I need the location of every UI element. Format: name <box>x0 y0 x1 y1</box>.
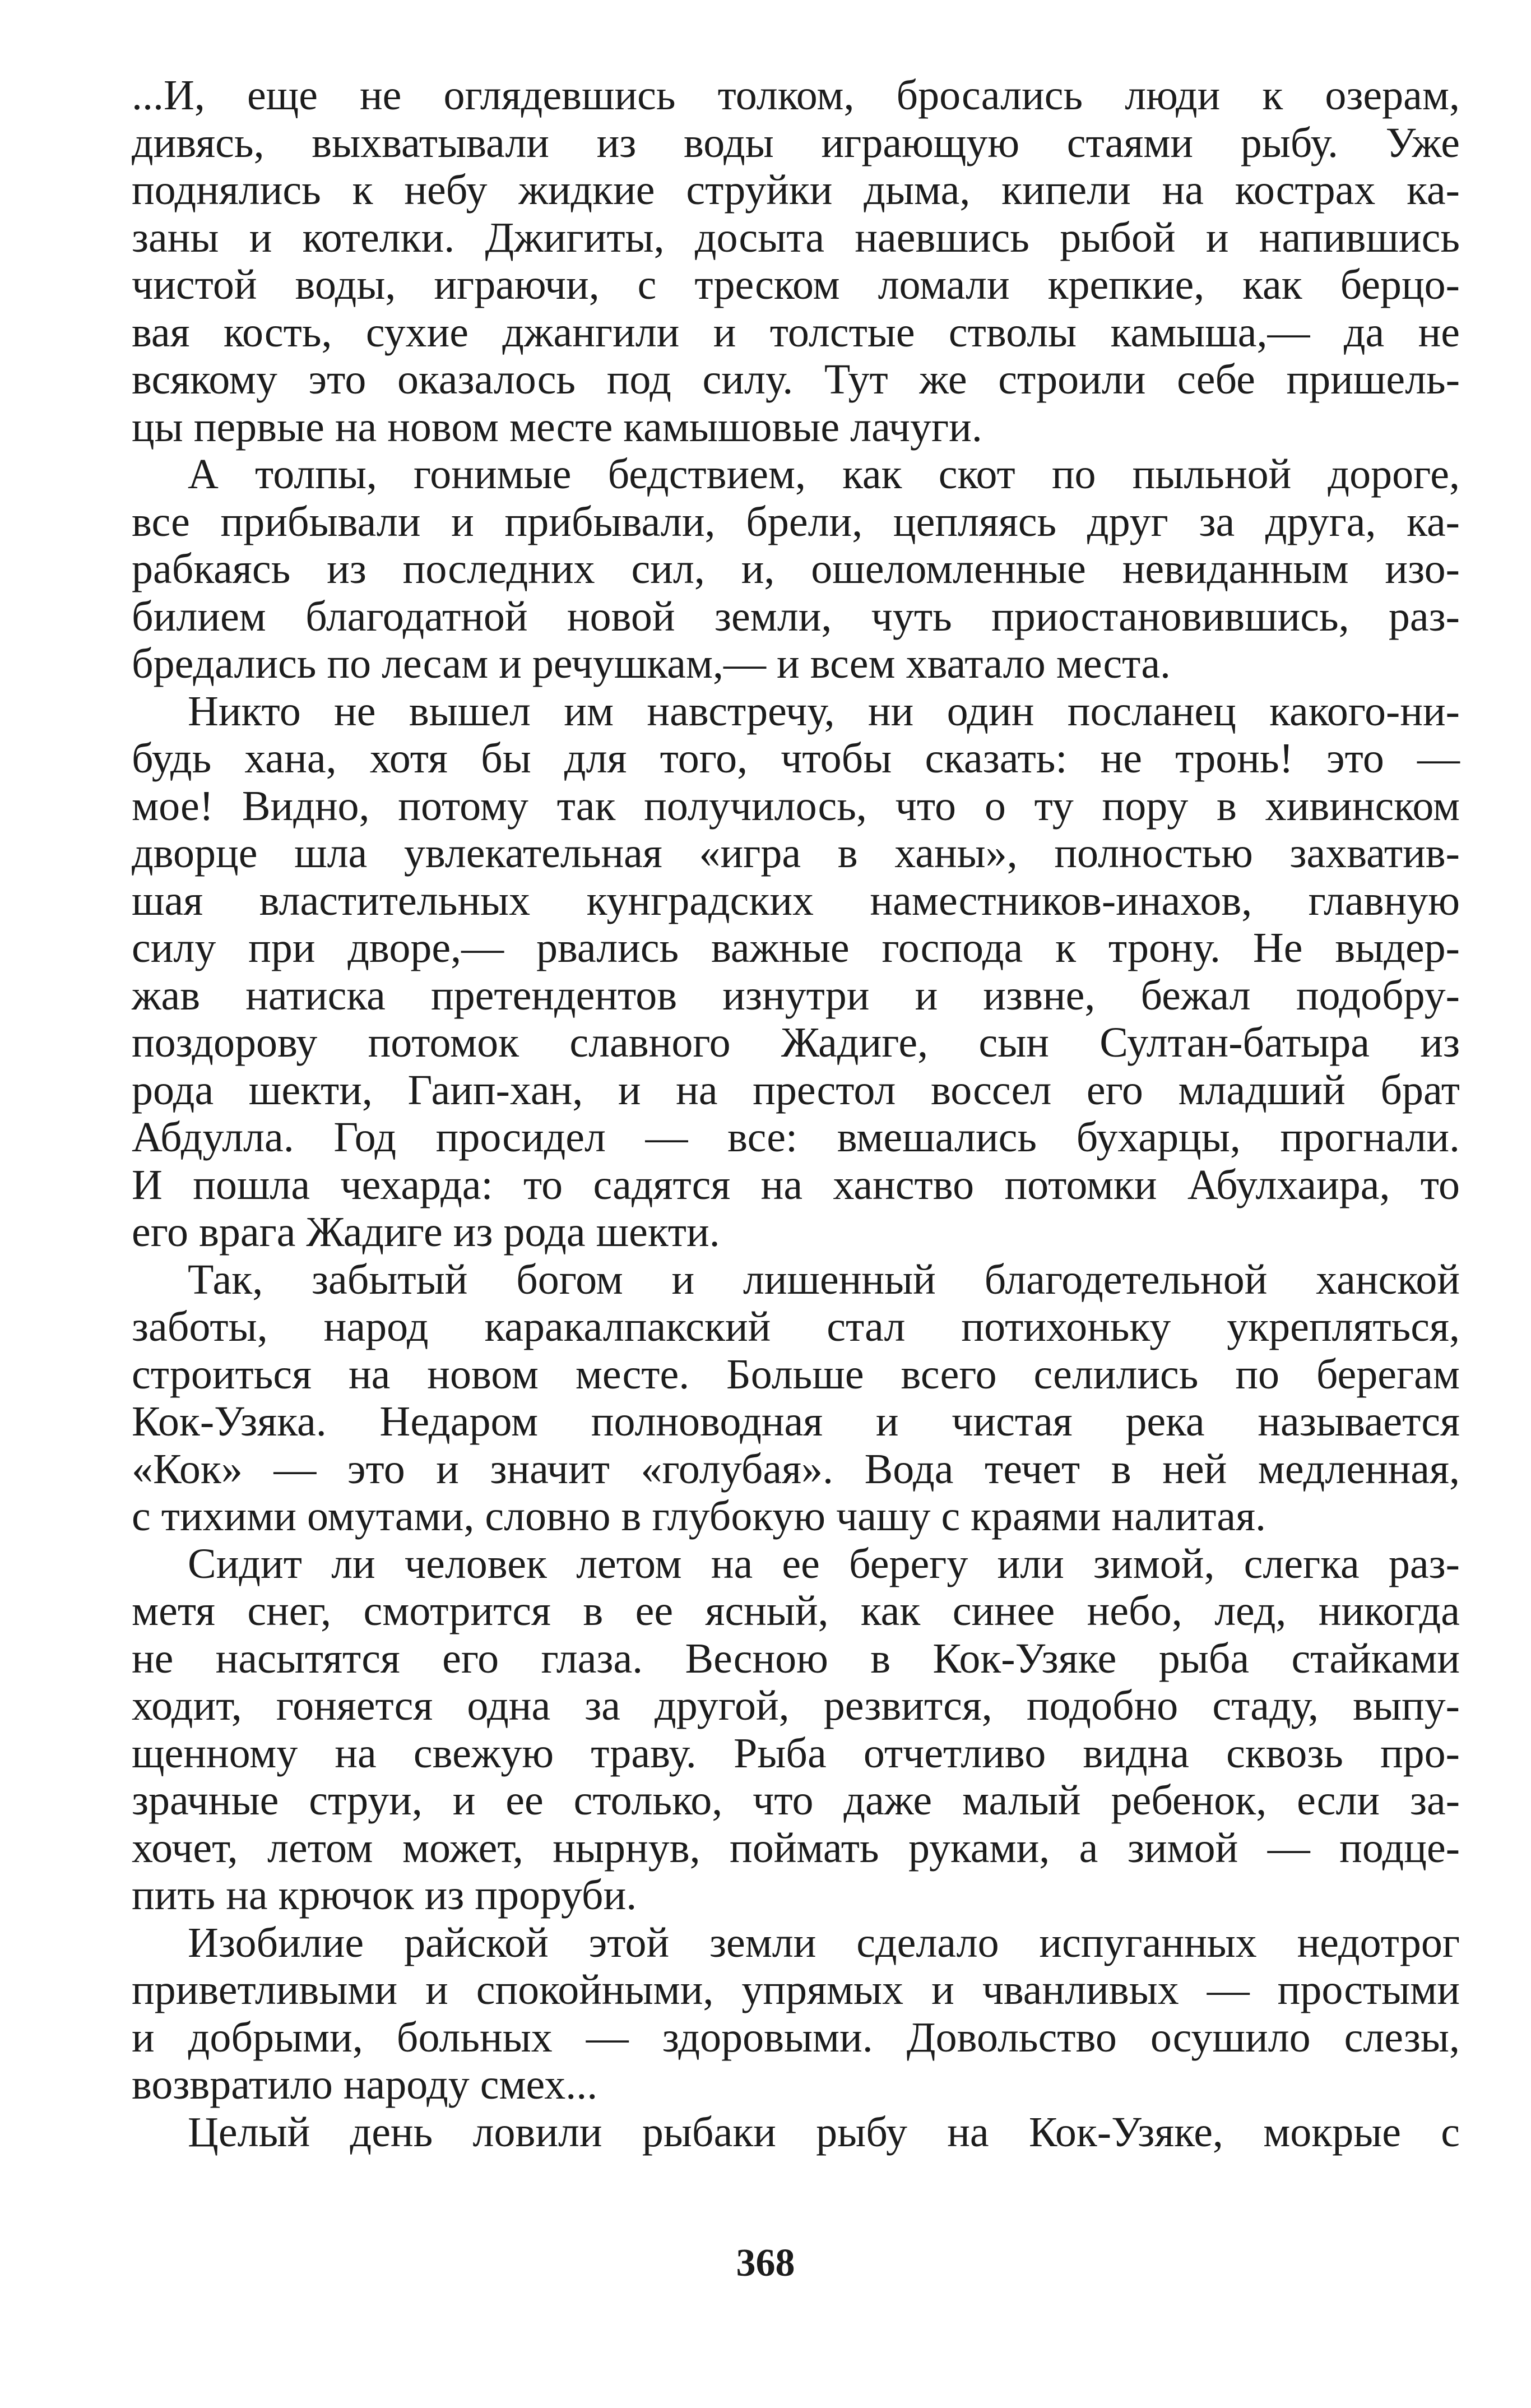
text-line: поднялись к небу жидкие струйки дыма, кипели на кострах ка- <box>132 166 1460 214</box>
text-line: «Кок» — это и значит «голубая». Вода течет в ней медленная, <box>132 1445 1460 1493</box>
text-line: Так, забытый богом и лишенный благодетельной ханской <box>188 1256 1460 1303</box>
text-line: ...И, еще не оглядевшись толком, бросались люди к озерам, <box>132 72 1460 119</box>
text-line: Сидит ли человек летом на ее берегу или зимой, слегка раз- <box>188 1540 1460 1587</box>
text-line: щенному на свежую траву. Рыба отчетливо видна сквозь про- <box>132 1729 1460 1777</box>
text-line: приветливыми и спокойными, упрямых и чванливых — простыми <box>132 1966 1460 2013</box>
text-line: и добрыми, больных — здоровыми. Довольство осушило слезы, <box>132 2013 1460 2061</box>
text-line: билием благодатной новой земли, чуть приостановившись, раз- <box>132 592 1460 640</box>
text-line: И пошла чехарда: то садятся на ханство потомки Абулхаира, то <box>132 1161 1460 1208</box>
text-line: дворце шла увлекательная «игра в ханы», полностью захватив- <box>132 830 1460 877</box>
text-line: Абдулла. Год просидел — все: вмешались бухарцы, прогнали. <box>132 1114 1460 1161</box>
text-line: всякому это оказалось под силу. Тут же строили себе пришель- <box>132 356 1460 403</box>
text-line: Целый день ловили рыбаки рыбу на Кок-Узяке, мокрые с <box>188 2108 1460 2156</box>
text-line: бредались по лесам и речушкам,— и всем хватало места. <box>132 640 1171 687</box>
text-line: будь хана, хотя бы для того, чтобы сказать: не тронь! это — <box>132 735 1460 782</box>
text-line: заботы, народ каракалпакский стал потихоньку укрепляться, <box>132 1303 1460 1350</box>
text-line: хочет, летом может, нырнув, поймать руками, а зимой — подце- <box>132 1824 1460 1872</box>
text-line: с тихими омутами, словно в глубокую чашу с краями налитая. <box>132 1493 1266 1540</box>
text-line: метя снег, смотрится в ее ясный, как синее небо, лед, никогда <box>132 1587 1460 1634</box>
text-line: заны и котелки. Джигиты, досыта наевшись рыбой и напившись <box>132 214 1460 261</box>
text-line: жав натиска претендентов изнутри и извне, бежал подобру- <box>132 971 1460 1019</box>
text-line: ходит, гоняется одна за другой, резвится, подобно стаду, выпу- <box>132 1682 1460 1729</box>
text-line: поздорову потомок славного Жадиге, сын Султан-батыра из <box>132 1019 1460 1066</box>
text-line: Кок-Узяка. Недаром полноводная и чистая река называется <box>132 1398 1460 1445</box>
text-line: цы первые на новом месте камышовые лачуги. <box>132 403 982 451</box>
page-number: 368 <box>736 2242 795 2285</box>
text-line: силу при дворе,— рвались важные господа к трону. Не выдер- <box>132 924 1460 971</box>
text-line: возвратило народу смех... <box>132 2061 598 2108</box>
text-line: все прибывали и прибывали, брели, цепляясь друг за друга, ка- <box>132 498 1460 545</box>
text-line: А толпы, гонимые бедствием, как скот по пыльной дороге, <box>188 451 1460 498</box>
text-line: Изобилие райской этой земли сделало испуганных недотрог <box>188 1919 1460 1966</box>
text-line: рабкаясь из последних сил, и, ошеломленные невиданным изо- <box>132 545 1460 592</box>
text-line: мое! Видно, потому так получилось, что о ту пору в хивинском <box>132 782 1460 830</box>
text-line: шая властительных кунградских наместников-инахов, главную <box>132 877 1460 924</box>
text-line: Никто не вышел им навстречу, ни один посланец какого-ни- <box>188 687 1460 735</box>
text-line: не насытятся его глаза. Весною в Кок-Узяке рыба стайками <box>132 1634 1460 1682</box>
page-body-text <box>132 72 1460 2156</box>
text-line: вая кость, сухие джангили и толстые стволы камыша,— да не <box>132 308 1460 356</box>
text-line: зрачные струи, и ее столько, что даже малый ребенок, если за- <box>132 1777 1460 1824</box>
text-line: строиться на новом месте. Больше всего селились по берегам <box>132 1350 1460 1398</box>
text-line: рода шекти, Гаип-хан, и на престол воссел его младший брат <box>132 1066 1460 1114</box>
text-line: пить на крючок из проруби. <box>132 1872 637 1919</box>
text-line: чистой воды, играючи, с треском ломали крепкие, как берцо- <box>132 261 1460 308</box>
text-line: его врага Жадиге из рода шекти. <box>132 1208 720 1256</box>
text-line: дивясь, выхватывали из воды играющую стаями рыбу. Уже <box>132 119 1460 166</box>
